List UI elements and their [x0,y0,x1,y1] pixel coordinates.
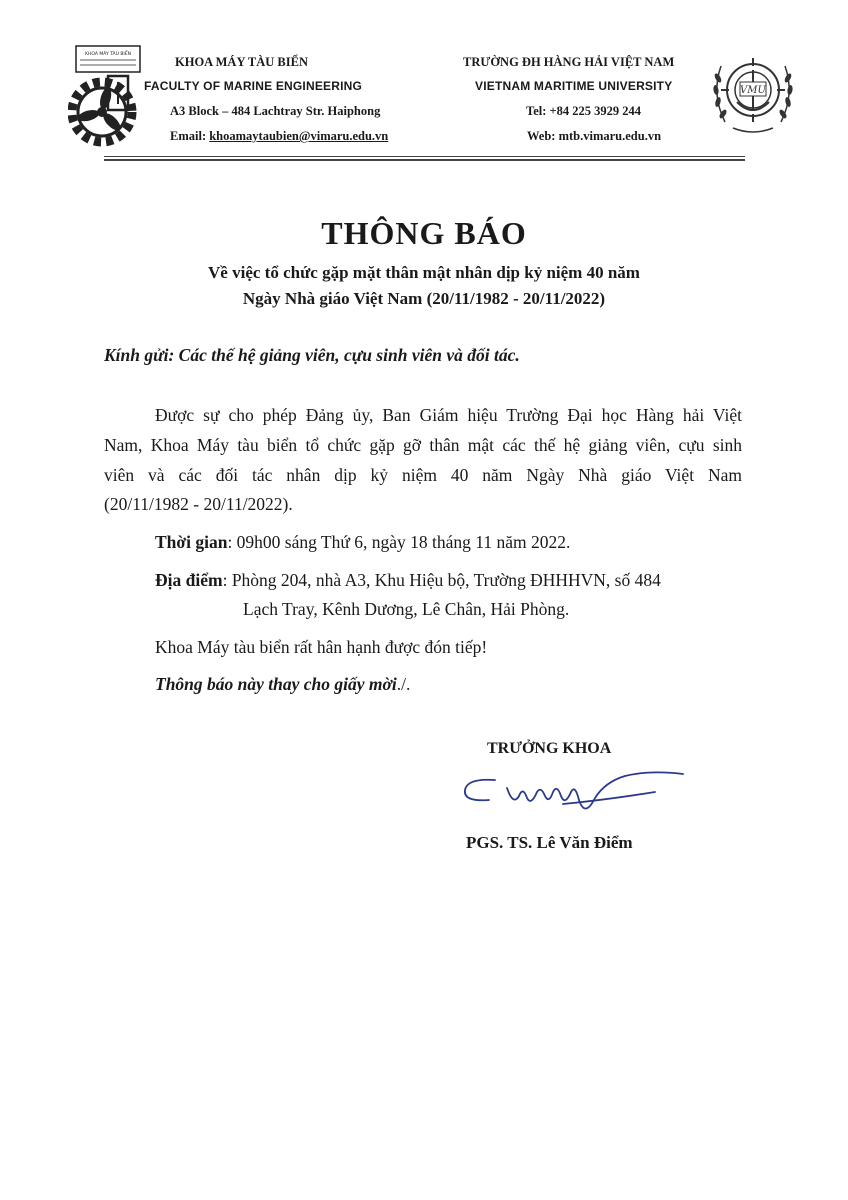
location-value-line-2: Lạch Tray, Kênh Dương, Lê Chân, Hải Phòng. [243,599,570,619]
university-name-vi: TRƯỜNG ĐH HÀNG HẢI VIỆT NAM [463,55,675,69]
location-label: Địa điểm [155,570,223,590]
svg-text:VMU: VMU [740,85,766,96]
faculty-address: A3 Block – 484 Lachtray Str. Haiphong [170,104,381,118]
time-value: : 09h00 sáng Thứ 6, ngày 18 tháng 11 năm 2022. [227,532,571,552]
email-link[interactable]: khoamaytaubien@vimaru.edu.vn [209,129,389,143]
recipient-line: Kính gửi: Các thế hệ giảng viên, cựu sinh viên và đối tác. [104,345,520,365]
paragraph-line-2: Nam, Khoa Máy tàu biển tổ chức gặp gỡ thân mật các thế hệ giảng viên, cựu sinh [104,435,742,455]
email-label: Email: [170,129,210,143]
page-title: THÔNG BÁO [321,215,527,251]
subtitle-line-1: Về việc tổ chức gặp mặt thân mật nhân dịp kỷ niệm 40 năm [208,263,640,282]
university-website[interactable]: Web: mtb.vimaru.edu.vn [527,129,662,143]
time-row [155,527,570,557]
location-row [155,565,661,595]
faculty-name-en: FACULTY OF MARINE ENGINEERING [144,79,363,93]
university-name-en: VIETNAM MARITIME UNIVERSITY [475,79,673,93]
closing-suffix: ./. [396,674,411,694]
time-label: Thời gian [155,532,228,552]
handwritten-signature [455,762,690,822]
faculty-logo [68,42,154,152]
paragraph-line-1: Được sự cho phép Đảng ủy, Ban Giám hiệu Trường Đại học Hàng hải Việt [155,405,742,425]
closing-italic: Thông báo này thay cho giấy mời [155,674,397,694]
signature-title: TRƯỞNG KHOA [487,740,612,757]
svg-text:KHOA MÁY TÀU BIỂN: KHOA MÁY TÀU BIỂN [85,52,131,57]
faculty-name-vi: KHOA MÁY TÀU BIỂN [175,55,309,69]
faculty-email-row [170,129,388,144]
signer-name: PGS. TS. Lê Văn Điểm [466,833,633,852]
subtitle-line-2: Ngày Nhà giáo Việt Nam (20/11/1982 - 20/11/2022) [242,289,606,308]
welcome-line: Khoa Máy tàu biển rất hân hạnh được đón tiếp! [155,637,488,657]
location-value-line-1: : Phòng 204, nhà A3, Khu Hiệu bộ, Trường ĐHHHVN, số 484 [222,570,661,590]
closing-line [155,669,410,699]
paragraph-line-4: (20/11/1982 - 20/11/2022). [104,494,293,514]
header-divider-thick [104,159,745,161]
university-logo [707,44,799,140]
header-divider-thin [104,156,745,157]
university-phone: Tel: +84 225 3929 244 [526,104,641,118]
paragraph-line-3: viên và các đối tác nhân dịp kỷ niệm 40 năm Ngày Nhà giáo Việt Nam [104,465,742,485]
